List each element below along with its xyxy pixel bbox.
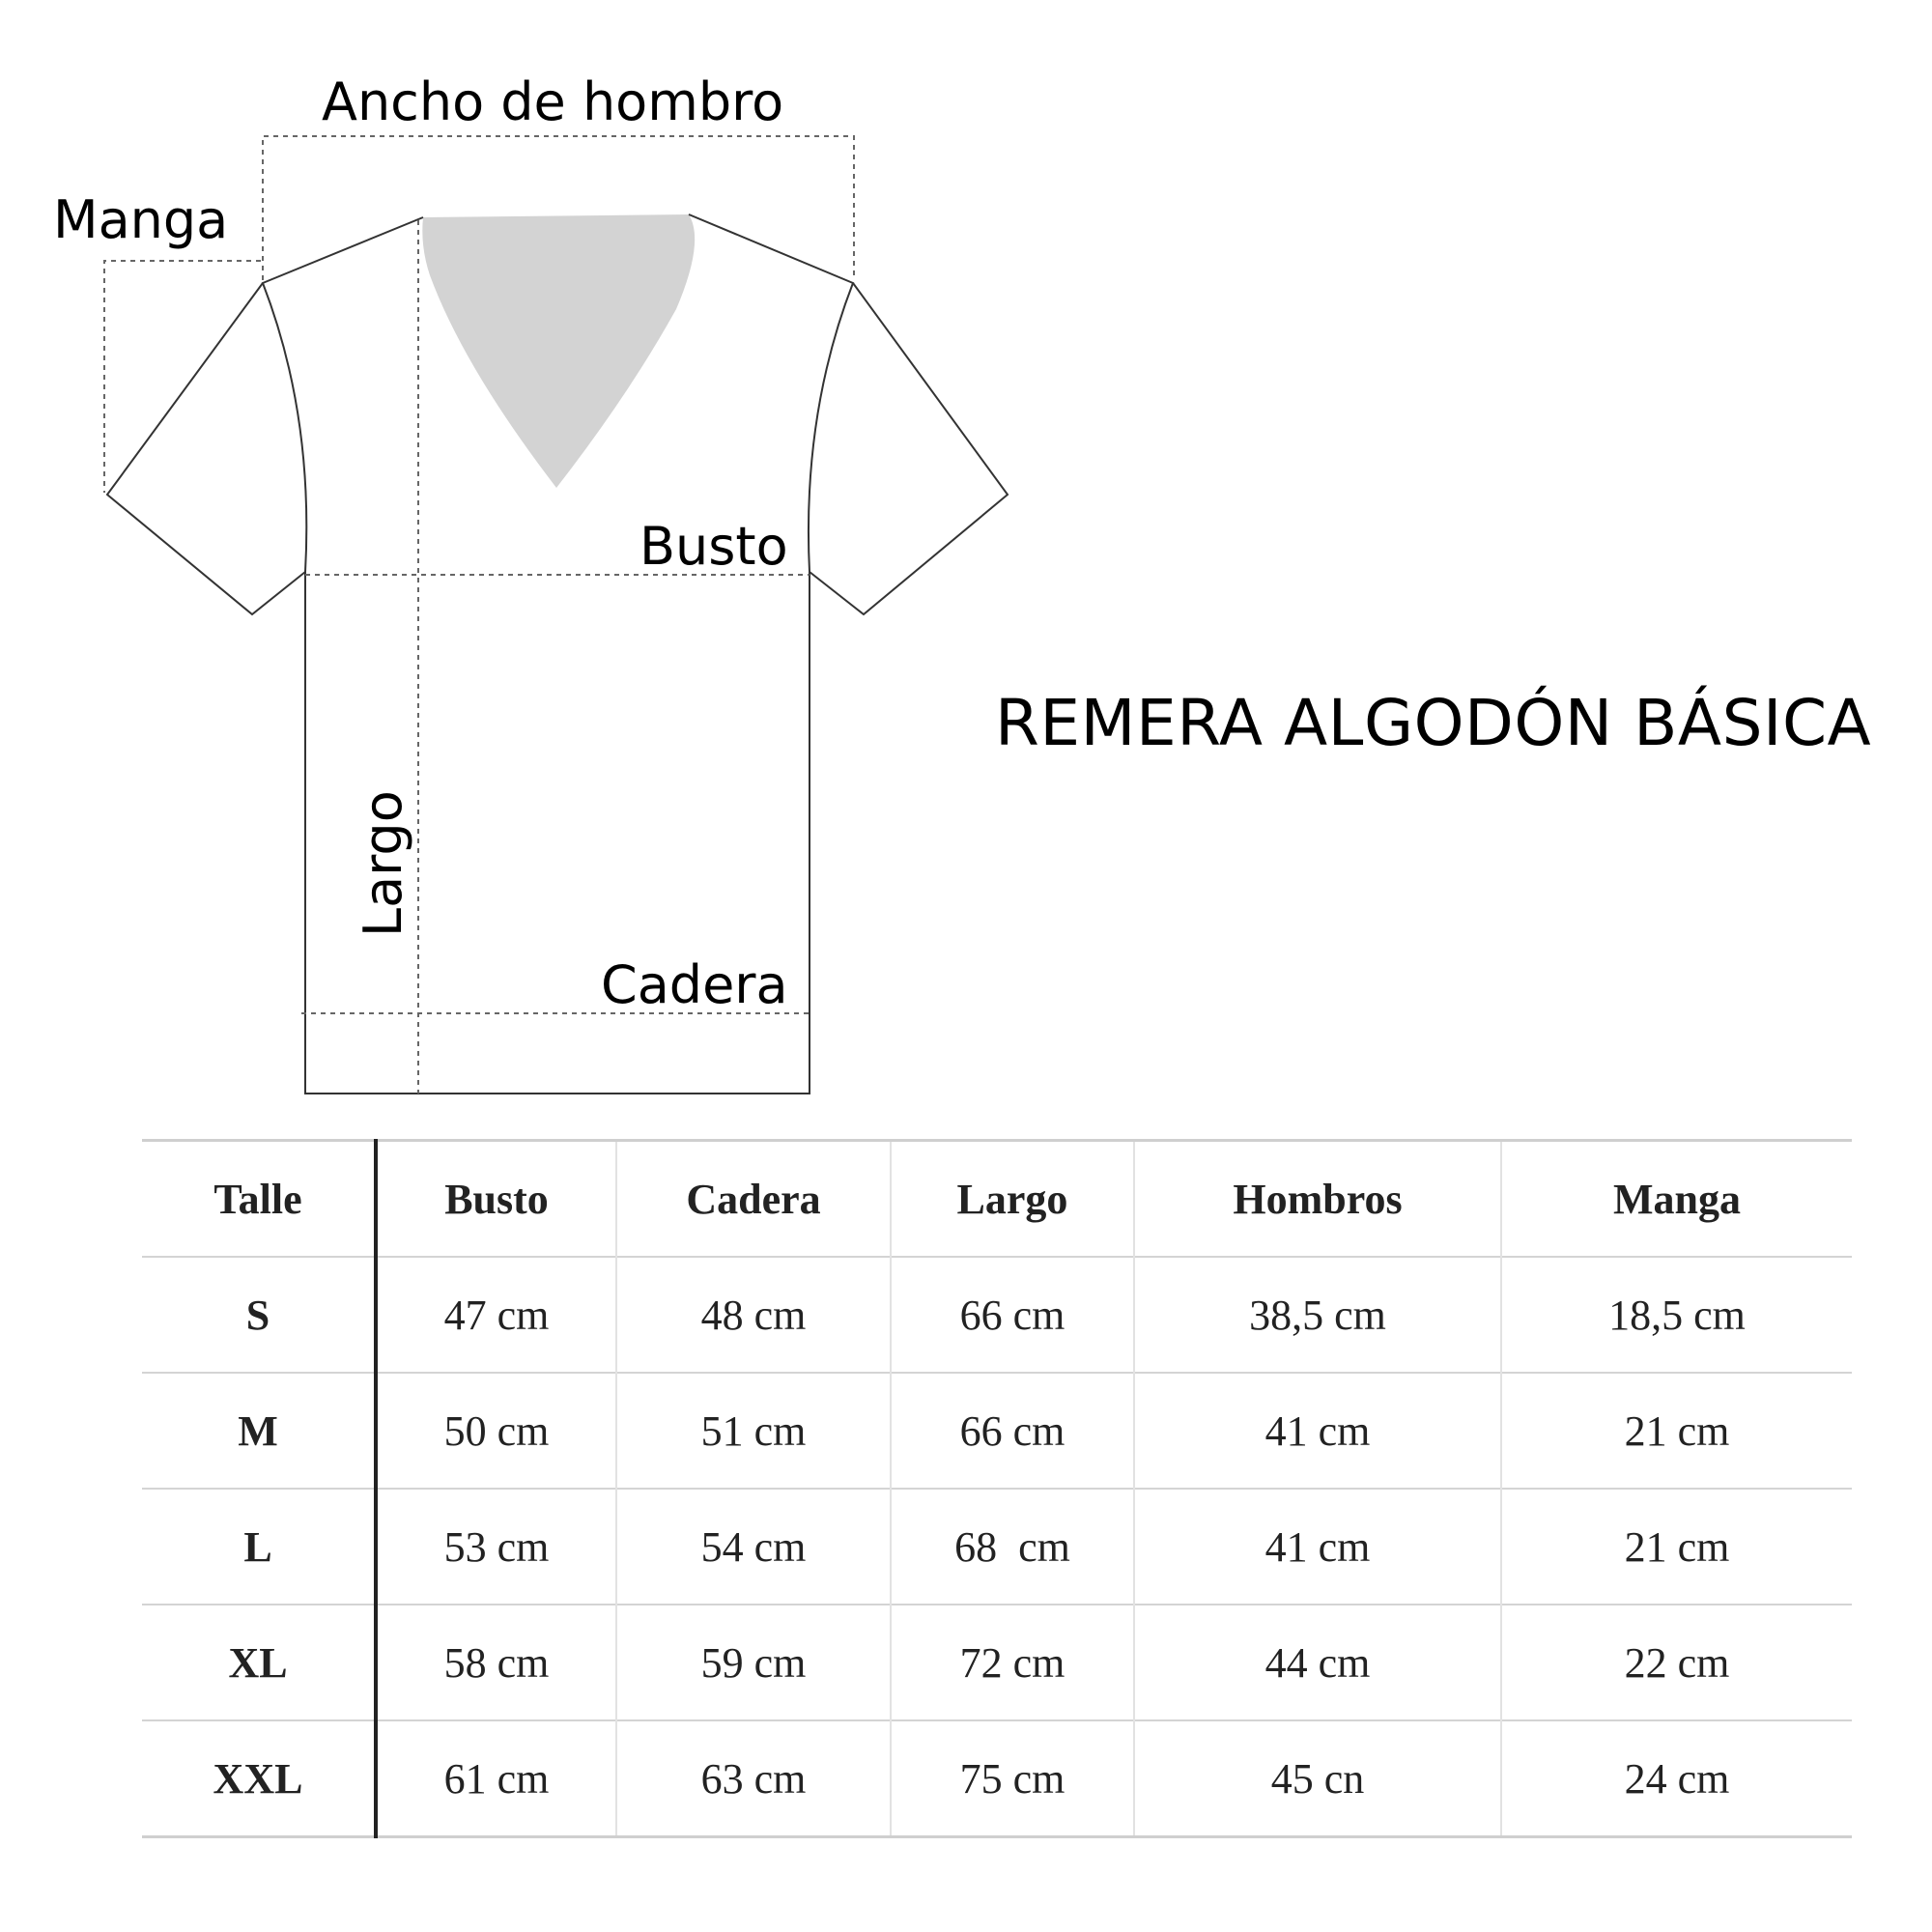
table-header-row [142, 1141, 1852, 1258]
bust-label: Busto [639, 516, 788, 577]
cell-length: 75 cm [891, 1720, 1134, 1837]
cell-sleeve: 24 cm [1501, 1720, 1852, 1837]
header-bust: Busto [376, 1141, 616, 1258]
cell-sleeve: 22 cm [1501, 1605, 1852, 1720]
cell-bust: 58 cm [376, 1605, 616, 1720]
header-shoulders: Hombros [1134, 1141, 1501, 1258]
cell-length: 72 cm [891, 1605, 1134, 1720]
cell-hip: 51 cm [616, 1373, 891, 1489]
cell-shoulders: 45 cn [1134, 1720, 1501, 1837]
right-sleeve-outline [810, 283, 1008, 614]
neckline-shape [422, 214, 695, 488]
cell-shoulders: 44 cm [1134, 1605, 1501, 1720]
length-label: Largo [353, 790, 413, 937]
cell-shoulders: 38,5 cm [1134, 1257, 1501, 1373]
cell-hip: 54 cm [616, 1489, 891, 1605]
table-row [142, 1373, 1852, 1489]
sleeve-label: Manga [53, 189, 229, 250]
table-row [142, 1605, 1852, 1720]
cell-size: XL [142, 1605, 376, 1720]
size-table [142, 1139, 1852, 1838]
cell-bust: 61 cm [376, 1720, 616, 1837]
cell-hip: 63 cm [616, 1720, 891, 1837]
hip-label: Cadera [601, 954, 788, 1015]
header-hip: Cadera [616, 1141, 891, 1258]
cell-size: S [142, 1257, 376, 1373]
cell-sleeve: 21 cm [1501, 1373, 1852, 1489]
table-row [142, 1489, 1852, 1605]
header-length: Largo [891, 1141, 1134, 1258]
cell-hip: 59 cm [616, 1605, 891, 1720]
shoulder-width-label: Ancho de hombro [322, 71, 784, 132]
cell-bust: 53 cm [376, 1489, 616, 1605]
cell-hip: 48 cm [616, 1257, 891, 1373]
header-size: Talle [142, 1141, 376, 1258]
left-sleeve-outline [107, 283, 305, 614]
cell-length: 66 cm [891, 1373, 1134, 1489]
product-title: REMERA ALGODÓN BÁSICA [995, 686, 1872, 760]
cell-bust: 47 cm [376, 1257, 616, 1373]
sleeve-guide [104, 261, 261, 493]
cell-sleeve: 18,5 cm [1501, 1257, 1852, 1373]
cell-size: L [142, 1489, 376, 1605]
cell-shoulders: 41 cm [1134, 1489, 1501, 1605]
table-row [142, 1720, 1852, 1837]
cell-bust: 50 cm [376, 1373, 616, 1489]
cell-length: 68 cm [891, 1489, 1134, 1605]
header-sleeve: Manga [1501, 1141, 1852, 1258]
cell-size: M [142, 1373, 376, 1489]
table-row [142, 1257, 1852, 1373]
cell-length: 66 cm [891, 1257, 1134, 1373]
cell-shoulders: 41 cm [1134, 1373, 1501, 1489]
cell-size: XXL [142, 1720, 376, 1837]
cell-sleeve: 21 cm [1501, 1489, 1852, 1605]
